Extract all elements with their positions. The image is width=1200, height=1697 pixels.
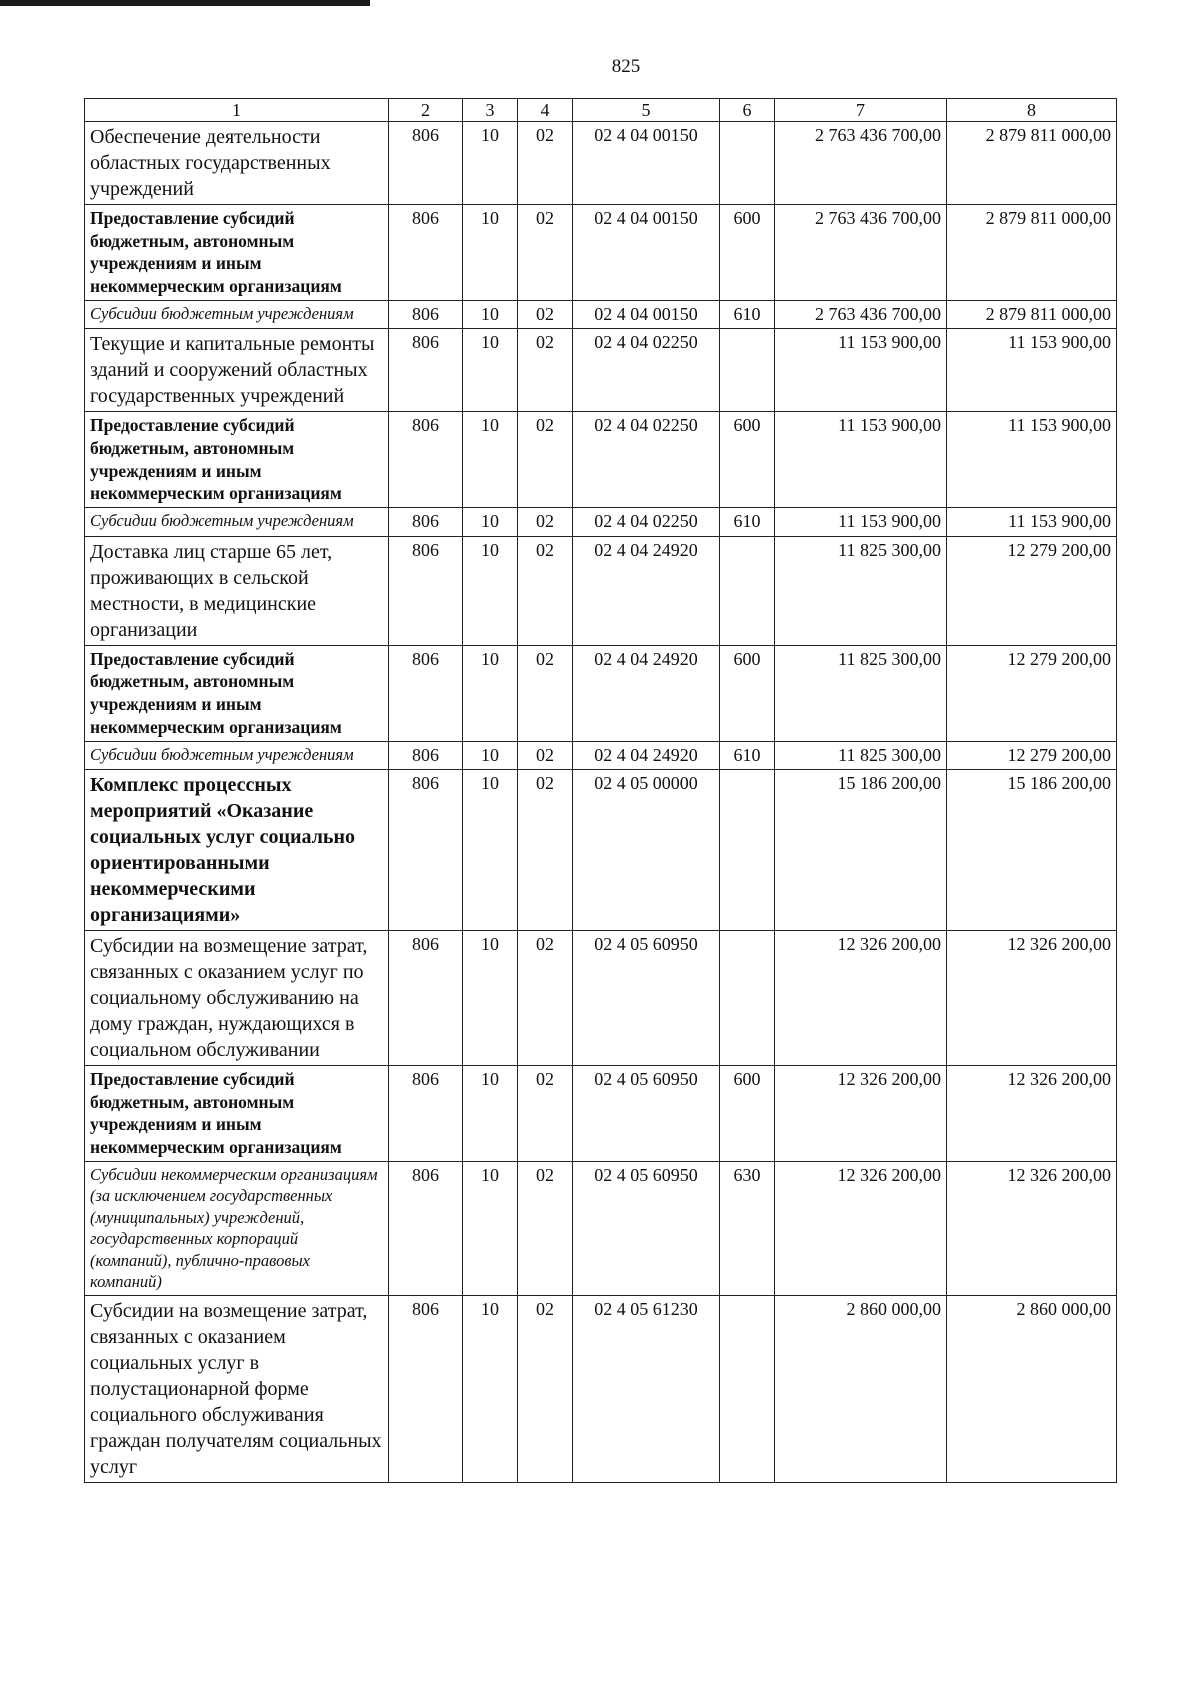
row-description: Обеспечение деятельности областных государственных учреждений	[85, 121, 389, 204]
row-section-code: 10	[463, 930, 518, 1065]
row-expense-type: 600	[720, 412, 775, 508]
table-row	[85, 300, 1117, 328]
row-description: Субсидии бюджетным учреждениям	[85, 741, 389, 769]
row-target-article: 02 4 04 00150	[573, 121, 720, 204]
row-target-article: 02 4 04 24920	[573, 645, 720, 741]
row-ministry-code: 806	[389, 204, 463, 300]
row-section-code: 10	[463, 204, 518, 300]
row-subsection-code: 02	[518, 741, 573, 769]
row-ministry-code: 806	[389, 930, 463, 1065]
row-subsection-code: 02	[518, 329, 573, 412]
row-amount-year-1: 12 326 200,00	[775, 930, 947, 1065]
row-amount-year-1: 2 763 436 700,00	[775, 300, 947, 328]
table-row	[85, 121, 1117, 204]
row-section-code: 10	[463, 645, 518, 741]
row-amount-year-2: 2 860 000,00	[947, 1295, 1117, 1482]
row-subsection-code: 02	[518, 769, 573, 930]
row-amount-year-1: 12 326 200,00	[775, 1065, 947, 1161]
budget-table	[84, 98, 1117, 1483]
row-ministry-code: 806	[389, 412, 463, 508]
row-expense-type	[720, 121, 775, 204]
row-target-article: 02 4 05 61230	[573, 1295, 720, 1482]
row-amount-year-1: 11 825 300,00	[775, 741, 947, 769]
row-amount-year-2: 12 279 200,00	[947, 741, 1117, 769]
row-description: Субсидии бюджетным учреждениям	[85, 508, 389, 536]
row-section-code: 10	[463, 508, 518, 536]
row-target-article: 02 4 05 60950	[573, 1065, 720, 1161]
top-edge-rule	[0, 0, 370, 6]
table-row	[85, 1161, 1117, 1295]
row-amount-year-1: 11 153 900,00	[775, 329, 947, 412]
row-target-article: 02 4 04 00150	[573, 300, 720, 328]
row-amount-year-2: 11 153 900,00	[947, 508, 1117, 536]
row-amount-year-2: 12 279 200,00	[947, 536, 1117, 645]
table-row	[85, 1065, 1117, 1161]
row-description: Предоставление субсидий бюджетным, автономным учреждениям и иным некоммерческим организациям	[85, 412, 389, 508]
row-amount-year-2: 2 879 811 000,00	[947, 204, 1117, 300]
table-row	[85, 412, 1117, 508]
row-amount-year-2: 11 153 900,00	[947, 329, 1117, 412]
row-subsection-code: 02	[518, 1295, 573, 1482]
row-expense-type	[720, 536, 775, 645]
row-target-article: 02 4 05 00000	[573, 769, 720, 930]
row-description: Субсидии на возмещение затрат, связанных с оказанием социальных услуг в полустационарной форме социального обслуживания граждан получателям социальных услуг	[85, 1295, 389, 1482]
table-row	[85, 508, 1117, 536]
table-row	[85, 645, 1117, 741]
column-number: 6	[720, 99, 775, 122]
row-expense-type: 630	[720, 1161, 775, 1295]
row-amount-year-1: 11 153 900,00	[775, 412, 947, 508]
column-number: 2	[389, 99, 463, 122]
row-expense-type: 610	[720, 300, 775, 328]
row-amount-year-1: 15 186 200,00	[775, 769, 947, 930]
column-number: 5	[573, 99, 720, 122]
table-row	[85, 204, 1117, 300]
row-amount-year-2: 2 879 811 000,00	[947, 121, 1117, 204]
row-ministry-code: 806	[389, 741, 463, 769]
row-description: Предоставление субсидий бюджетным, автономным учреждениям и иным некоммерческим организациям	[85, 1065, 389, 1161]
row-section-code: 10	[463, 329, 518, 412]
row-target-article: 02 4 04 00150	[573, 204, 720, 300]
row-section-code: 10	[463, 300, 518, 328]
table-row	[85, 930, 1117, 1065]
row-amount-year-2: 2 879 811 000,00	[947, 300, 1117, 328]
column-number: 1	[85, 99, 389, 122]
row-subsection-code: 02	[518, 412, 573, 508]
row-ministry-code: 806	[389, 1161, 463, 1295]
row-subsection-code: 02	[518, 204, 573, 300]
table-row	[85, 741, 1117, 769]
row-target-article: 02 4 04 02250	[573, 508, 720, 536]
row-section-code: 10	[463, 1295, 518, 1482]
table-row	[85, 1295, 1117, 1482]
row-section-code: 10	[463, 536, 518, 645]
row-amount-year-2: 12 326 200,00	[947, 1161, 1117, 1295]
row-expense-type: 600	[720, 204, 775, 300]
column-number: 3	[463, 99, 518, 122]
row-section-code: 10	[463, 412, 518, 508]
row-expense-type	[720, 1295, 775, 1482]
row-section-code: 10	[463, 121, 518, 204]
row-ministry-code: 806	[389, 1065, 463, 1161]
row-description: Предоставление субсидий бюджетным, автономным учреждениям и иным некоммерческим организациям	[85, 204, 389, 300]
row-target-article: 02 4 04 24920	[573, 741, 720, 769]
row-ministry-code: 806	[389, 121, 463, 204]
row-ministry-code: 806	[389, 1295, 463, 1482]
row-description: Доставка лиц старше 65 лет, проживающих в сельской местности, в медицинские организации	[85, 536, 389, 645]
row-subsection-code: 02	[518, 645, 573, 741]
row-target-article: 02 4 05 60950	[573, 930, 720, 1065]
row-section-code: 10	[463, 769, 518, 930]
row-amount-year-1: 2 763 436 700,00	[775, 121, 947, 204]
row-expense-type	[720, 769, 775, 930]
table-row	[85, 536, 1117, 645]
row-amount-year-2: 12 326 200,00	[947, 930, 1117, 1065]
row-subsection-code: 02	[518, 1065, 573, 1161]
table-row	[85, 769, 1117, 930]
row-subsection-code: 02	[518, 930, 573, 1065]
row-target-article: 02 4 04 24920	[573, 536, 720, 645]
column-number: 4	[518, 99, 573, 122]
row-amount-year-2: 11 153 900,00	[947, 412, 1117, 508]
table-row	[85, 329, 1117, 412]
page-number: 825	[611, 56, 641, 77]
row-section-code: 10	[463, 741, 518, 769]
row-ministry-code: 806	[389, 536, 463, 645]
row-section-code: 10	[463, 1065, 518, 1161]
row-amount-year-1: 11 153 900,00	[775, 508, 947, 536]
row-target-article: 02 4 04 02250	[573, 329, 720, 412]
row-subsection-code: 02	[518, 1161, 573, 1295]
column-number-row	[85, 99, 1117, 122]
row-amount-year-2: 15 186 200,00	[947, 769, 1117, 930]
row-description: Субсидии на возмещение затрат, связанных с оказанием услуг по социальному обслуживанию на дому граждан, нуждающихся в социальном обслуживании	[85, 930, 389, 1065]
row-ministry-code: 806	[389, 769, 463, 930]
row-description: Предоставление субсидий бюджетным, автономным учреждениям и иным некоммерческим организациям	[85, 645, 389, 741]
row-expense-type: 610	[720, 741, 775, 769]
row-target-article: 02 4 05 60950	[573, 1161, 720, 1295]
row-ministry-code: 806	[389, 645, 463, 741]
row-description: Субсидии некоммерческим организациям (за исключением государственных (муниципальных) учреждений, государственных корпораций (компаний), публично-правовых компаний)	[85, 1161, 389, 1295]
row-ministry-code: 806	[389, 300, 463, 328]
row-amount-year-1: 11 825 300,00	[775, 536, 947, 645]
row-description: Субсидии бюджетным учреждениям	[85, 300, 389, 328]
row-ministry-code: 806	[389, 329, 463, 412]
row-description: Комплекс процессных мероприятий «Оказание социальных услуг социально ориентированными некоммерческими организациями»	[85, 769, 389, 930]
row-description: Текущие и капитальные ремонты зданий и сооружений областных государственных учреждений	[85, 329, 389, 412]
row-subsection-code: 02	[518, 508, 573, 536]
row-amount-year-2: 12 279 200,00	[947, 645, 1117, 741]
row-expense-type: 610	[720, 508, 775, 536]
row-section-code: 10	[463, 1161, 518, 1295]
row-amount-year-2: 12 326 200,00	[947, 1065, 1117, 1161]
row-expense-type	[720, 930, 775, 1065]
row-amount-year-1: 11 825 300,00	[775, 645, 947, 741]
row-subsection-code: 02	[518, 121, 573, 204]
row-amount-year-1: 2 860 000,00	[775, 1295, 947, 1482]
row-expense-type: 600	[720, 645, 775, 741]
row-subsection-code: 02	[518, 300, 573, 328]
column-number: 8	[947, 99, 1117, 122]
row-amount-year-1: 12 326 200,00	[775, 1161, 947, 1295]
row-target-article: 02 4 04 02250	[573, 412, 720, 508]
row-expense-type	[720, 329, 775, 412]
row-amount-year-1: 2 763 436 700,00	[775, 204, 947, 300]
column-number: 7	[775, 99, 947, 122]
row-expense-type: 600	[720, 1065, 775, 1161]
row-subsection-code: 02	[518, 536, 573, 645]
row-ministry-code: 806	[389, 508, 463, 536]
